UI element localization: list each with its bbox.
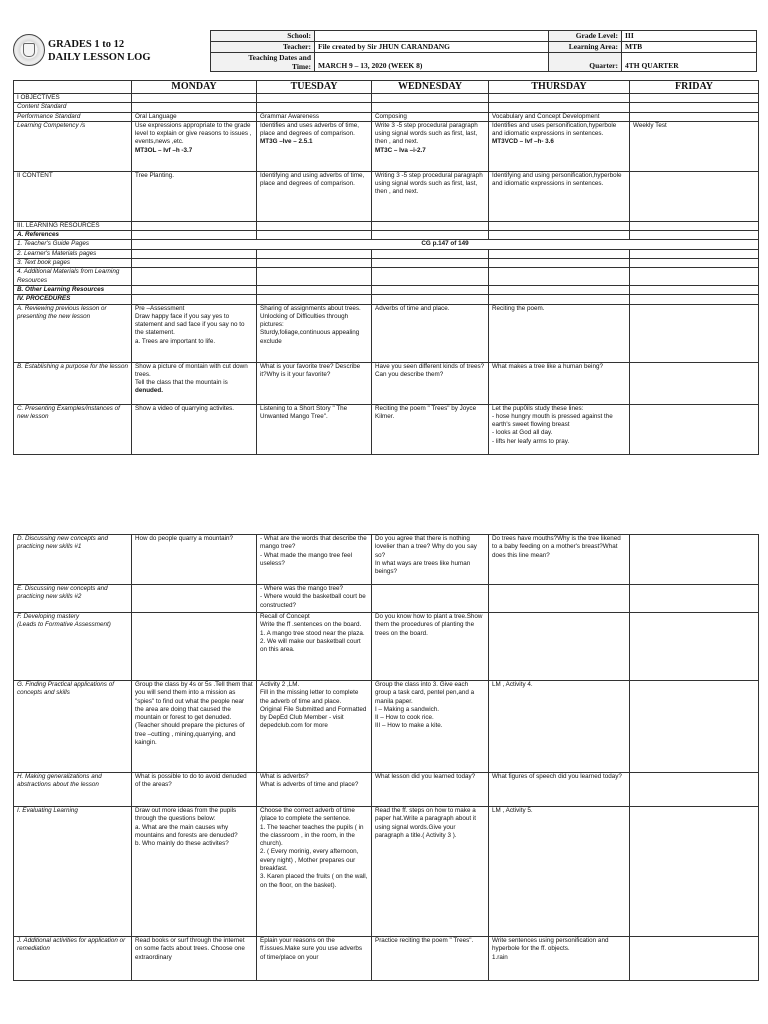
- procedure-h-monday: What is possible to do to avoid denuded of the areas?: [132, 773, 257, 807]
- teachers-guide-label: 1. Teacher's Guide Pages: [14, 240, 132, 249]
- objectives-label: I OBJECTIVES: [14, 94, 132, 103]
- references-label: A. References: [14, 231, 132, 240]
- procedure-c-thursday: Let the pup0ils study these lines: - hose hungry mouth is pressed against the earth's sweet flowing breast - looks at God all day. - lifts her leafy arms to pray.: [489, 404, 630, 454]
- procedure-a-tuesday: Sharing of assignments about trees. Unlocking of Difficulties through pictures: Sturdy,foliage,continuous appealing exclude: [257, 304, 372, 362]
- procedure-g-label: G. Finding Practical applications of concepts and skills: [14, 681, 132, 773]
- procedure-h-wednesday: What lesson did you learned today?: [372, 773, 489, 807]
- other-resources-label: B. Other Learning Resources: [14, 285, 132, 294]
- procedure-f-wednesday: Do you know how to plant a tree.Show them the procedures of planting the trees on the board.: [372, 613, 489, 681]
- day-header-friday: FRIDAY: [630, 81, 759, 94]
- procedure-d-row: [14, 535, 759, 585]
- content-tuesday: Identifying and using adverbs of time, place and degrees of comparison.: [257, 171, 372, 221]
- teachers-guide-row: [14, 240, 759, 249]
- procedure-i-row: [14, 807, 759, 937]
- objectives-row: [14, 94, 759, 103]
- resources-row: [14, 221, 759, 230]
- competency-wednesday: Write 3 -5 step procedural paragraph using signal words such as first, last, then , and next. MT3C – Iva –i-2.7: [372, 121, 489, 171]
- resources-label: III. LEARNING RESOURCES: [14, 221, 132, 230]
- performance-thursday: Vocabulary and Concept Development: [489, 112, 630, 121]
- learners-materials-label: 2. Learner's Materials pages: [14, 249, 132, 258]
- procedure-h-thursday: What figures of speech did you learned today?: [489, 773, 630, 807]
- content-standard-label: Content Standard: [14, 103, 132, 112]
- procedure-c-tuesday: Listening to a Short Story " The Unwanted Mango Tree".: [257, 404, 372, 454]
- procedure-i-wednesday: Read the ff. steps on how to make a paper hat.Write a paragraph about it using signal words.Give your paragraph a title.( Activity 3 ).: [372, 807, 489, 937]
- procedure-a-wednesday: Adverbs of time and place.: [372, 304, 489, 362]
- content-label: II CONTENT: [14, 171, 132, 221]
- procedure-g-thursday: LM , Activity 4.: [489, 681, 630, 773]
- dates-label: Teaching Dates and Time:: [211, 53, 315, 72]
- additional-materials-label: 4. Additional Materials from Learning Resources: [14, 268, 132, 286]
- procedure-i-thursday: LM , Activity 5.: [489, 807, 630, 937]
- procedure-a-monday: Pre –Assessment Draw happy face if you say yes to statement and sad face if you say no to the statement. a. Trees are important to life.: [132, 304, 257, 362]
- procedure-j-wednesday: Practice reciting the poem " Trees".: [372, 937, 489, 981]
- title-line-1: GRADES 1 to 12: [48, 39, 125, 50]
- procedure-h-row: [14, 773, 759, 807]
- lesson-log-table-page-2: [13, 534, 759, 981]
- other-resources-row: [14, 285, 759, 294]
- deped-seal-logo: [13, 34, 45, 66]
- performance-standard-row: [14, 112, 759, 121]
- performance-wednesday: Composing: [372, 112, 489, 121]
- learners-materials-row: [14, 249, 759, 258]
- procedure-g-tuesday: Activity 2 ,LM. Fill in the missing letter to complete the adverb of time and place. Original File Submitted and Formatted by DepEd Club Member - visit depedclub.com for more: [257, 681, 372, 773]
- procedure-a-label: A. Reviewing previous lesson or presenting the new lesson: [14, 304, 132, 362]
- procedure-d-tuesday: - What are the words that describe the mango tree? - What made the mango tree feel useless?: [257, 535, 372, 585]
- dates-value: MARCH 9 – 13, 2020 (WEEK 8): [315, 53, 549, 72]
- procedure-i-tuesday: Choose the correct adverb of time /place to complete the sentence. 1. The teacher teaches the pupils ( in the classroom , in the room, in the church). 2. ( Every morinig, every afternoon, every night) , Mother prepares our breakfast. 3. Karen placed the fruits ( on the wall, on the floor, on the basket).: [257, 807, 372, 937]
- procedure-g-row: [14, 681, 759, 773]
- quarter-value: 4TH QUARTER: [622, 53, 757, 72]
- title-line-2: DAILY LESSON LOG: [48, 52, 151, 63]
- procedure-c-wednesday: Reciting the poem " Trees" by Joyce Kilmer.: [372, 404, 489, 454]
- procedure-j-tuesday: Eplain your reasons on the ff.issues.Make sure you use adverbs of time/place on your: [257, 937, 372, 981]
- procedure-i-monday: Draw out more ideas from the pupils through the questions below: a. What are the main causes why mountains and forests are denuded? b. Who mainly do these activites?: [132, 807, 257, 937]
- performance-monday: Oral Language: [132, 112, 257, 121]
- school-label: School:: [211, 31, 315, 42]
- procedure-c-monday: Show a video of quarrying activites.: [132, 404, 257, 454]
- day-header-tuesday: TUESDAY: [257, 81, 372, 94]
- procedure-f-tuesday: Recall of Concept Write the ff .sentences on the board. 1. A mango tree stood near the plaza. 2. We will make our basketball court on this area.: [257, 613, 372, 681]
- procedure-b-tuesday: What is your favorite tree? Describe it?Why is it your favorite?: [257, 362, 372, 404]
- procedure-c-label: C. Presenting Examples/instances of new lesson: [14, 404, 132, 454]
- learning-area-value: MTB: [622, 42, 757, 53]
- additional-materials-row: [14, 268, 759, 286]
- corner-cell: [14, 81, 132, 94]
- content-friday: [630, 171, 759, 221]
- procedure-e-label: E. Discussing new concepts and practicing new skills #2: [14, 585, 132, 613]
- textbook-row: [14, 259, 759, 268]
- day-header-row: [14, 81, 759, 94]
- content-wednesday: Writing 3 -5 step procedural paragraph using signal words such as first, last, then , and next.: [372, 171, 489, 221]
- grade-level-value: III: [622, 31, 757, 42]
- teachers-guide-value: CG p.147 of 149: [132, 240, 759, 249]
- procedure-d-monday: How do people quarry a mountain?: [132, 535, 257, 585]
- quarter-label: Quarter:: [549, 53, 622, 72]
- procedure-g-wednesday: Group the class into 3. Give each group a task card, pentel pen,and a manila paper. I – Making a sandwich. II – How to cook rice. III – How to make a kite.: [372, 681, 489, 773]
- procedure-f-row: [14, 613, 759, 681]
- procedure-a-thursday: Reciting the poem.: [489, 304, 630, 362]
- competency-label: Learning Competency /s: [14, 121, 132, 171]
- procedure-e-row: [14, 585, 759, 613]
- content-thursday: Identifying and using personification,hyperbole and idiomatic expressions in sentences.: [489, 171, 630, 221]
- grade-level-label: Grade Level:: [549, 31, 622, 42]
- procedure-a-row: [14, 304, 759, 362]
- competency-thursday: Identifies and uses personification,hyperbole and idiomatic expressions in sentences. MT3VCD – Ivf –h- 3.6: [489, 121, 630, 171]
- day-header-monday: MONDAY: [132, 81, 257, 94]
- performance-tuesday: Grammar Awareness: [257, 112, 372, 121]
- competency-monday: Use expressions appropriate to the grade level to explain or give reasons to issues , events,news ,etc. MT3OL – Ivf –h -3.7: [132, 121, 257, 171]
- lesson-log-table-page-1: [13, 80, 759, 455]
- procedure-d-thursday: Do trees have mouths?Why is the tree likened to a baby feeding on a mother's breast?What does this line mean?: [489, 535, 630, 585]
- content-row: [14, 171, 759, 221]
- performance-friday: [630, 112, 759, 121]
- procedure-j-label: J. Additional activities for application or remediation: [14, 937, 132, 981]
- procedure-h-tuesday: What is adverbs? What is adverbs of time and place?: [257, 773, 372, 807]
- procedure-b-row: [14, 362, 759, 404]
- procedure-e-tuesday: - Where was the mango tree? - Where would the basketball court be constructed?: [257, 585, 372, 613]
- procedure-d-label: D. Discussing new concepts and practicing new skills #1: [14, 535, 132, 585]
- competency-row: [14, 121, 759, 171]
- procedure-b-wednesday: Have you seen different kinds of trees?Can you describe them?: [372, 362, 489, 404]
- teacher-label: Teacher:: [211, 42, 315, 53]
- procedure-j-monday: Read books or surf through the internet on some facts about trees. Choose one extraordinary: [132, 937, 257, 981]
- procedure-b-monday: Show a picture of montain with cut down trees. Tell the class that the mountain is denuded.: [132, 362, 257, 404]
- day-header-thursday: THURSDAY: [489, 81, 630, 94]
- procedure-h-label: H. Making generalizations and abstractions about the lesson: [14, 773, 132, 807]
- procedure-i-label: I. Evaluating Learning: [14, 807, 132, 937]
- page-1: [0, 0, 768, 490]
- procedure-d-wednesday: Do you agree that there is nothing lovelier than a tree? Why do you say so? In what ways are trees like human beings?: [372, 535, 489, 585]
- content-monday: Tree Planting.: [132, 171, 257, 221]
- textbook-label: 3. Text book pages: [14, 259, 132, 268]
- teacher-value: File created by Sir JHUN CARANDANG: [315, 42, 549, 53]
- procedure-b-thursday: What makes a tree like a human being?: [489, 362, 630, 404]
- procedure-f-label: F. Developing mastery (Leads to Formative Assessment): [14, 613, 132, 681]
- procedure-b-label: B. Establishing a purpose for the lesson: [14, 362, 132, 404]
- competency-friday: Weekly Test: [630, 121, 759, 171]
- page-2: [0, 530, 768, 1024]
- procedure-c-row: [14, 404, 759, 454]
- procedures-row: [14, 295, 759, 304]
- procedure-j-row: [14, 937, 759, 981]
- document-title: [48, 38, 151, 64]
- procedure-j-thursday: Write sentences using personification and hyperbole for the ff. objects. 1.rain: [489, 937, 630, 981]
- competency-tuesday: Identifies and uses adverbs of time, place and degrees of comparison. MT3G –Ive – 2.5.1: [257, 121, 372, 171]
- day-header-wednesday: WEDNESDAY: [372, 81, 489, 94]
- performance-standard-label: Performance Standard: [14, 112, 132, 121]
- references-row: [14, 231, 759, 240]
- school-value: [315, 31, 549, 42]
- content-standard-row: [14, 103, 759, 112]
- procedure-g-monday: Group the class by 4s or 5s .Tell them that you will send them into a mission as "spies" to find out what the people near the area are doing that caused the mountain or forest to get denuded. (Teacher should prepare the pictures of tree –cutting , mining,quarrying, and kaingin.: [132, 681, 257, 773]
- learning-area-label: Learning Area:: [549, 42, 622, 53]
- header-info-table: [210, 30, 757, 72]
- procedures-label: IV. PROCEDURES: [14, 295, 132, 304]
